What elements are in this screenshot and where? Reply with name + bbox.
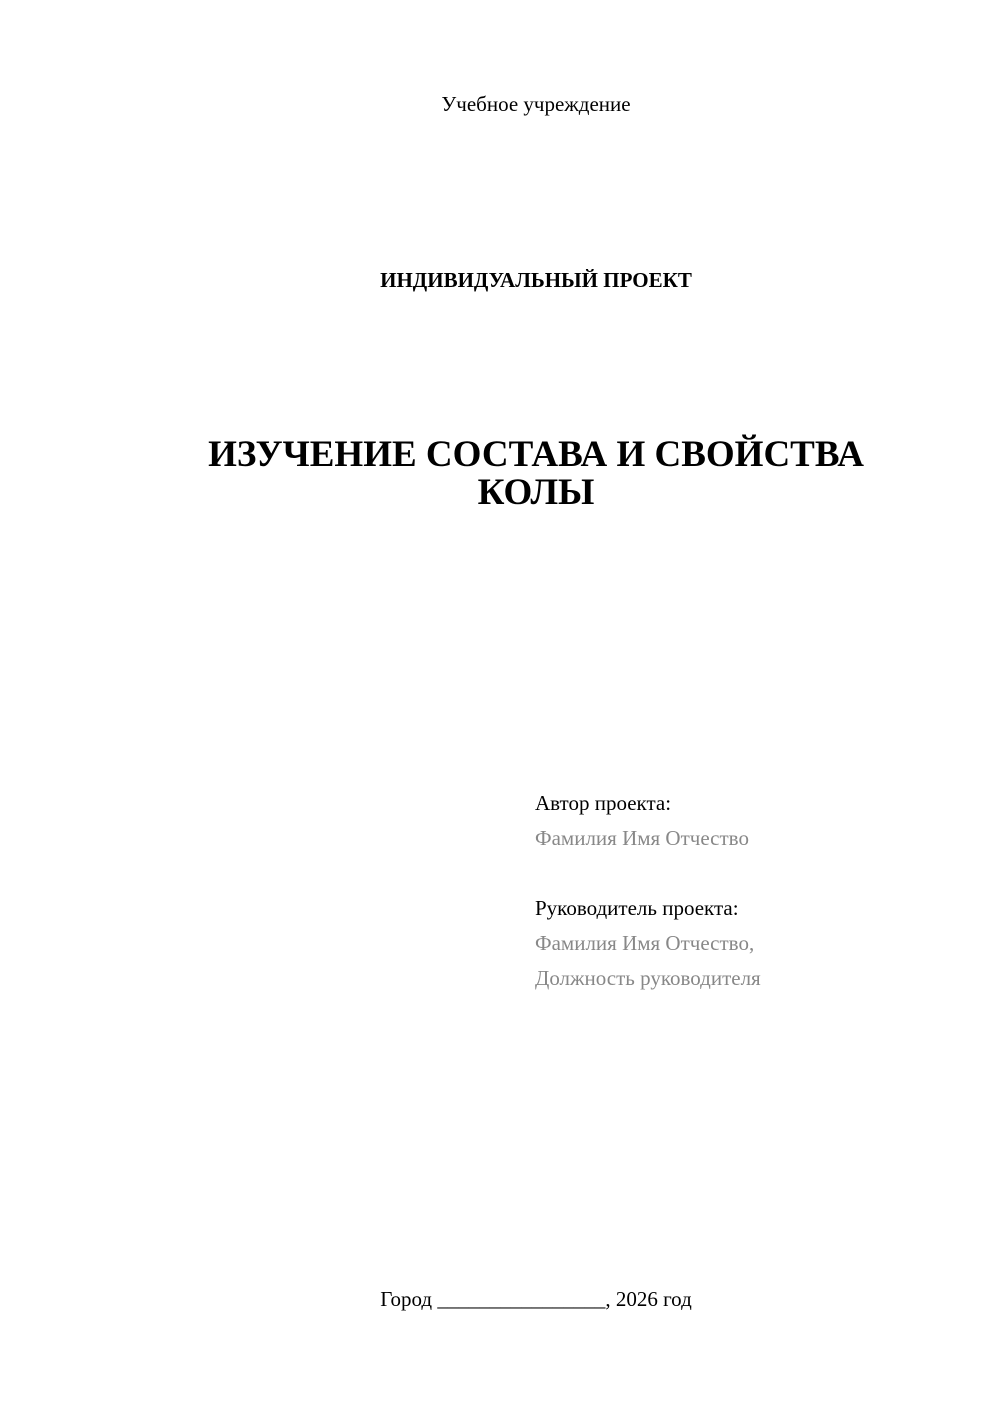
institution-name: Учебное учреждение — [441, 92, 631, 116]
project-title-line-2: КОЛЫ — [477, 472, 595, 513]
author-label: Автор проекта: — [535, 791, 672, 815]
project-people-block — [535, 786, 761, 996]
spacer — [535, 856, 761, 891]
author-name: Фамилия Имя Отчество — [535, 826, 749, 850]
document-type: ИНДИВИДУАЛЬНЫЙ ПРОЕКТ — [380, 268, 692, 292]
supervisor-name: Фамилия Имя Отчество, — [535, 931, 755, 955]
project-title — [0, 436, 1000, 512]
project-title-line-1: ИЗУЧЕНИЕ СОСТАВА И СВОЙСТВА — [208, 434, 864, 475]
supervisor-position: Должность руководителя — [535, 966, 761, 990]
supervisor-label: Руководитель проекта: — [535, 896, 739, 920]
city-year-footer: Город ________________, 2026 год — [380, 1287, 692, 1311]
